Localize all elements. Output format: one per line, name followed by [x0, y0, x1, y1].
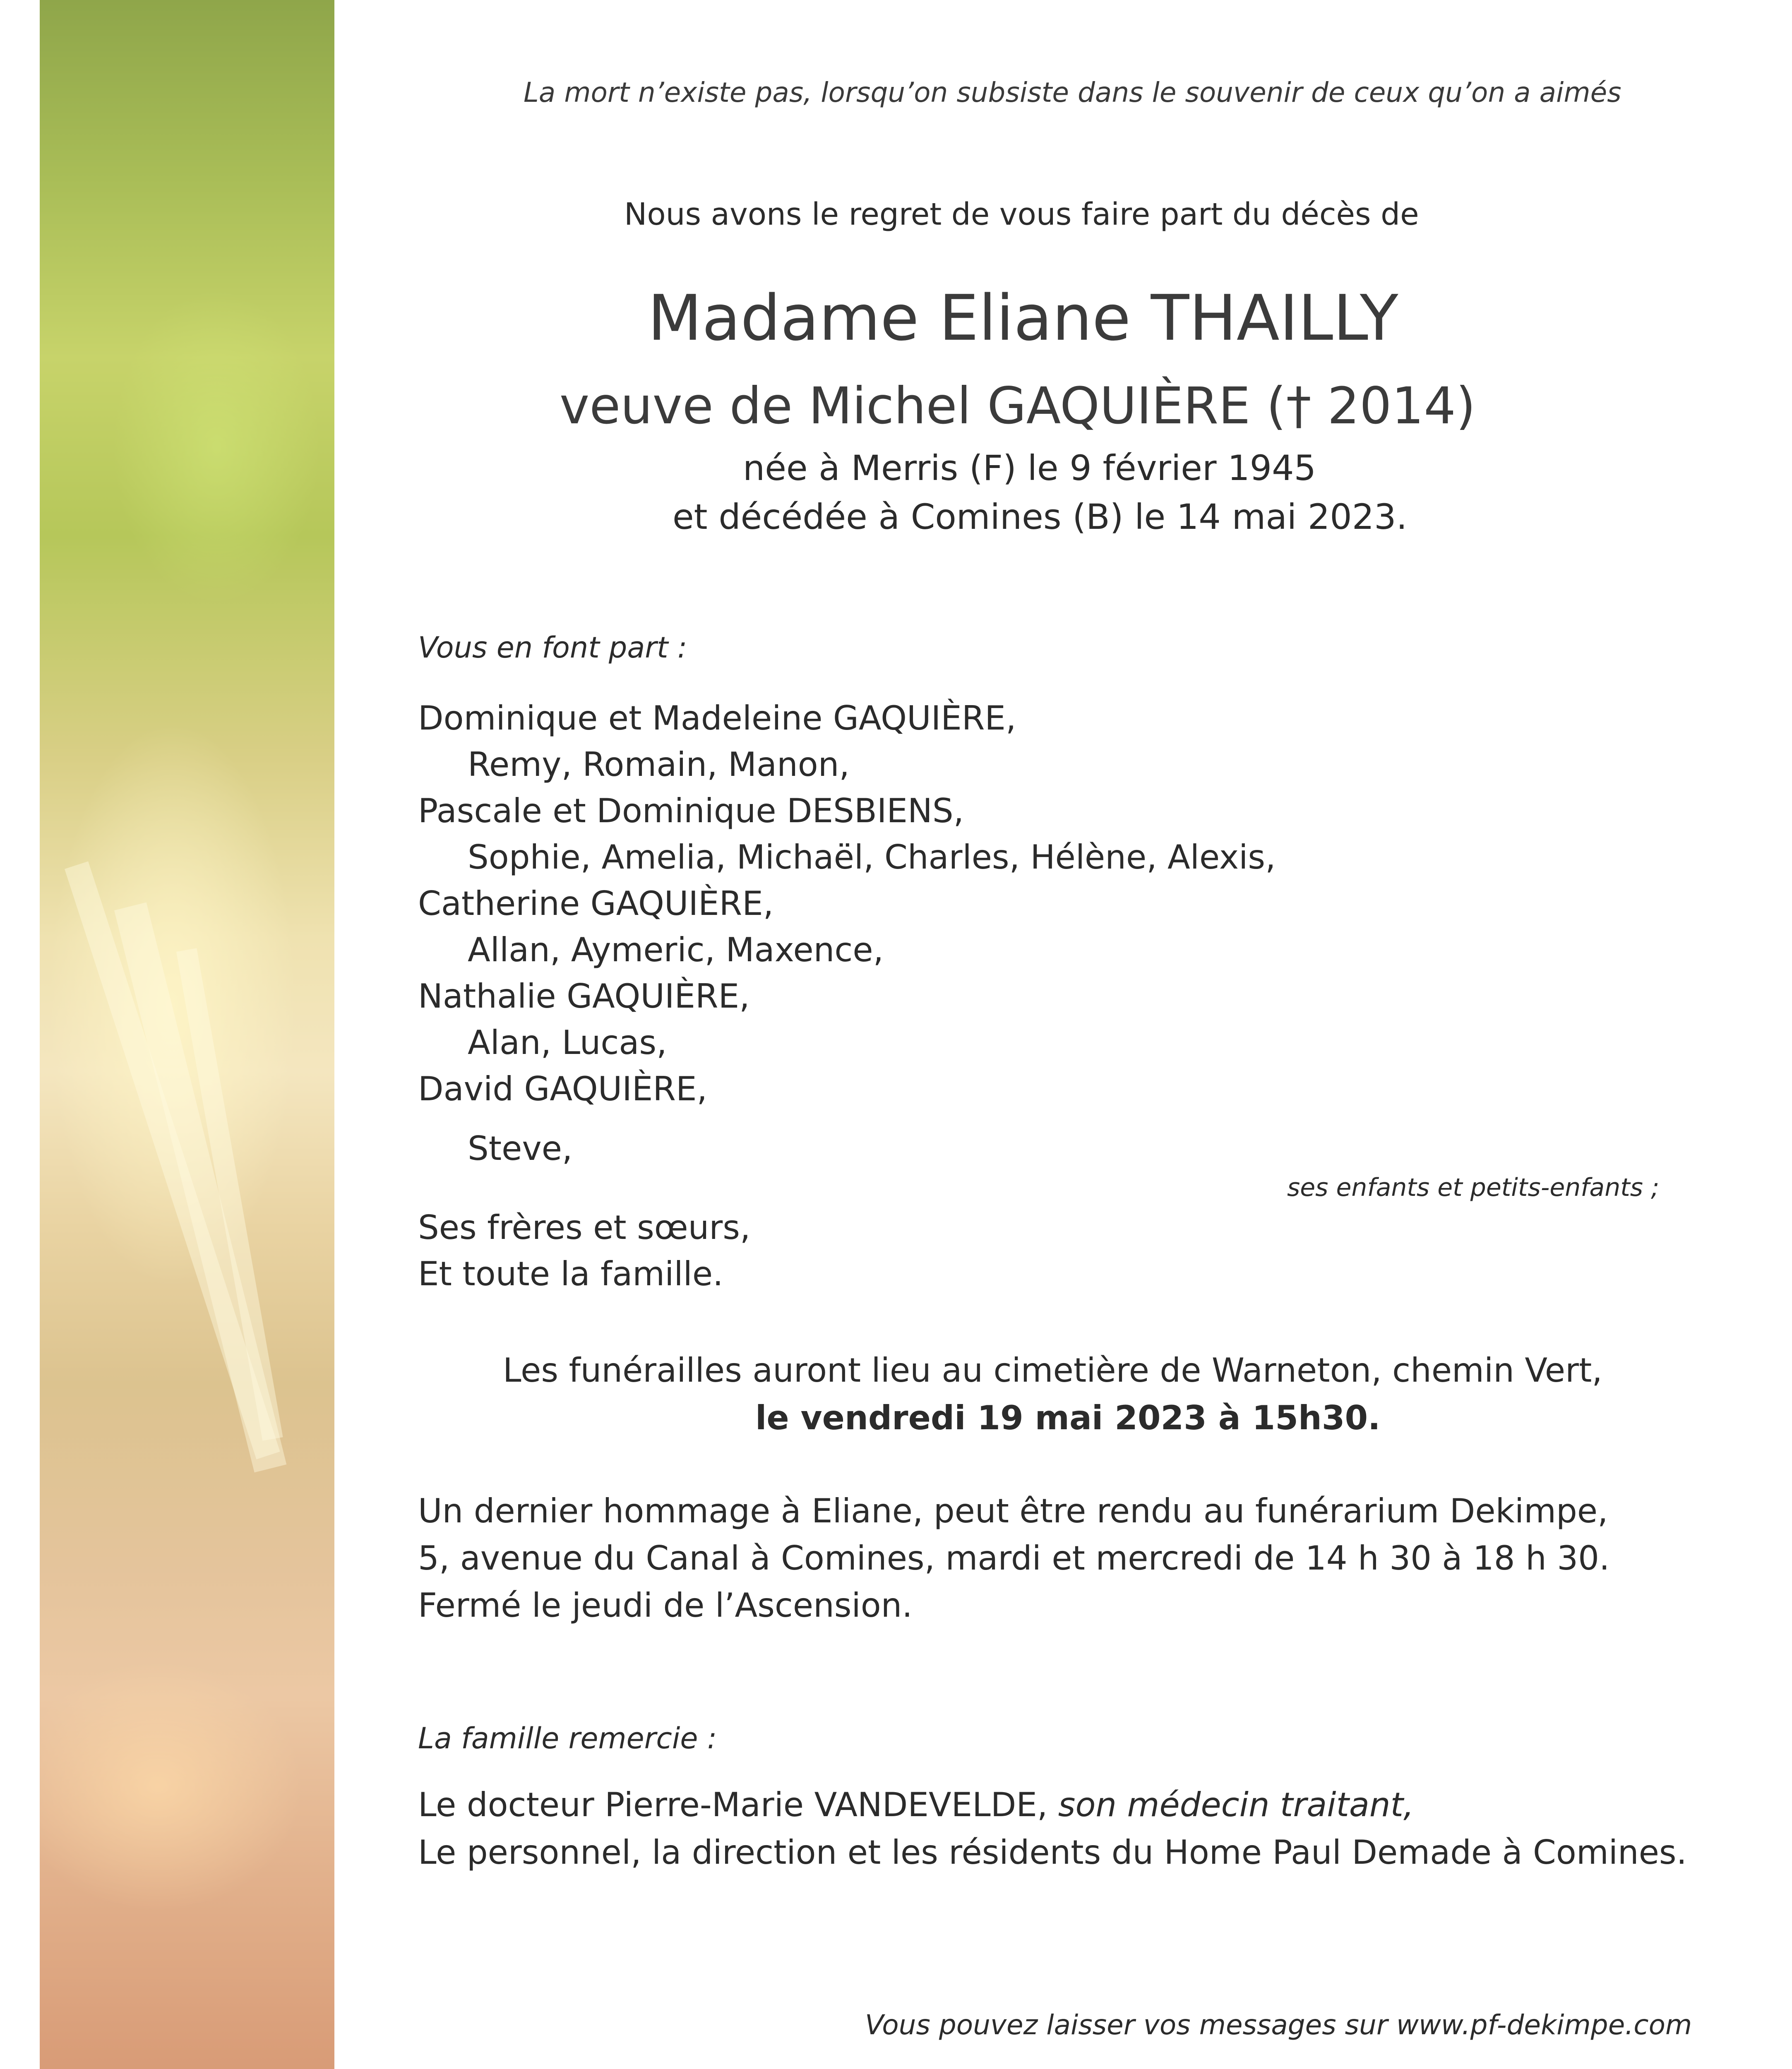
doctor-role: son médecin traitant,: [1058, 1786, 1414, 1824]
family-line: David GAQUIÈRE,: [418, 1070, 707, 1108]
thanks-label: La famille remercie :: [418, 1721, 717, 1755]
family-line: Catherine GAQUIÈRE,: [418, 884, 774, 923]
announcers-label: Vous en font part :: [418, 631, 687, 665]
family-line: Alan, Lucas,: [468, 1023, 667, 1062]
deceased-name: Madame Eliane THAILLY: [648, 281, 1398, 355]
forest-path-photo: [40, 0, 334, 2069]
tribute-line: Fermé le jeudi de l’Ascension.: [418, 1586, 913, 1625]
family-line: Sophie, Amelia, Michaël, Charles, Hélène, Alexis,: [468, 838, 1276, 876]
all-family-line: Et toute la famille.: [418, 1255, 723, 1293]
death-info: et décédée à Comines (B) le 14 mai 2023.: [673, 497, 1408, 537]
tribute-line: 5, avenue du Canal à Comines, mardi et mercredi de 14 h 30 à 18 h 30.: [418, 1539, 1610, 1577]
family-line: Remy, Romain, Manon,: [468, 745, 850, 784]
website-note: Vous pouvez laisser vos messages sur www.pf-dekimpe.com: [865, 2009, 1692, 2041]
funeral-datetime: le vendredi 19 mai 2023 à 15h30.: [755, 1399, 1381, 1437]
epigraph: La mort n’existe pas, lorsqu’on subsiste dans le souvenir de ceux qu’on a aimés: [524, 77, 1621, 108]
tribute-line: Un dernier hommage à Eliane, peut être rendu au funérarium Dekimpe,: [418, 1492, 1608, 1530]
thanks-staff: Le personnel, la direction et les résidents du Home Paul Demade à Comines.: [418, 1833, 1687, 1872]
tribute-block: [418, 1488, 1609, 1629]
family-line: Allan, Aymeric, Maxence,: [468, 931, 884, 969]
thanks-doctor: [418, 1786, 1414, 1824]
doctor-name: Le docteur Pierre-Marie VANDEVELDE,: [418, 1786, 1048, 1824]
siblings-line: Ses frères et sœurs,: [418, 1208, 751, 1247]
family-line: Pascale et Dominique DESBIENS,: [418, 792, 964, 830]
funeral-location: Les funérailles auront lieu au cimetière de Warneton, chemin Vert,: [503, 1351, 1602, 1390]
widow-of: veuve de Michel GAQUIÈRE († 2014): [560, 377, 1476, 435]
birth-info: née à Merris (F) le 9 février 1945: [743, 448, 1316, 488]
family-list: [418, 695, 1276, 1172]
intro-text: Nous avons le regret de vous faire part du décès de: [624, 197, 1419, 232]
family-line: Steve,: [468, 1129, 573, 1168]
family-line: Dominique et Madeleine GAQUIÈRE,: [418, 699, 1016, 737]
family-line: Nathalie GAQUIÈRE,: [418, 977, 750, 1015]
family-role: ses enfants et petits-enfants ;: [1287, 1173, 1660, 1202]
